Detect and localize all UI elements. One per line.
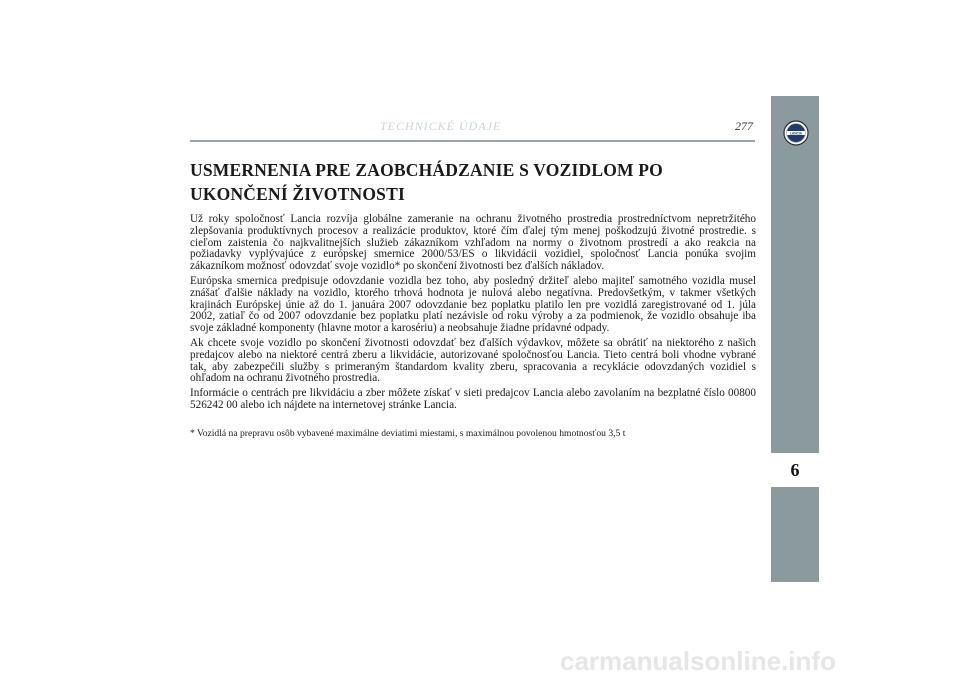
- running-header-title: TECHNICKÉ ÚDAJE: [380, 119, 502, 133]
- chapter-side-tab: [771, 96, 819, 582]
- body-paragraph: Európska smernica predpisuje odovzdanie vozidla bez toho, aby posledný držiteľ alebo majiteľ samotného vozidla musel znášať ďalšie náklady na vozidlo, ktorého trhová hodnota je nulová alebo negatívna. Predovšetkým, v takmer všetkých krajinách Európskej únie až do 1. januára 2007 odovzdanie bez poplatku platilo len pre vozidlá zaregistrované od 1. júla 2002, zatiaľ čo od 2007 odovzdanie bez poplatku platí nezávisle od roku výroby a za podmienok, že vozidlo obsahuje iba svoje základné komponenty (hlavne motor a karosériu) a neobsahuje žiadne prídavné odpady.: [190, 274, 756, 335]
- main-content: [190, 158, 756, 440]
- chapter-number-tab[interactable]: 6: [771, 452, 819, 487]
- body-paragraph: Informácie o centrách pre likvidáciu a zber môžete získať v sieti predajcov Lancia alebo zavolaním na bezplatné číslo 00800 526242 00 alebo ich nájdete na internetovej stránke Lancia.: [190, 387, 756, 411]
- header-rule: [190, 140, 755, 142]
- footnote: * Vozidlá na prepravu osôb vybavené maximálne deviatimi miestami, s maximálnou povolenou hmotnosťou 3,5 t: [190, 427, 626, 439]
- page-number: 277: [735, 119, 753, 133]
- lancia-logo-icon: [783, 120, 809, 146]
- body-paragraph: Už roky spoločnosť Lancia rozvíja globálne zameranie na ochranu životného prostredia prostredníctvom nepretržitého zlepšovania produktívnych procesov a realizácie produktov, ktoré čím ďalej tým menej poškodzujú životné prostredie. s cieľom zaistenia čo najkvalitnejších služieb zákazníkom vzhľadom na normy o životnom prostredí a ako reakcia na požiadavky vyplývajúce z európskej smernice 2000/53/ES o likvidácii vozidiel, spoločnosť Lancia ponúka svojim zákazníkom možnosť odovzdať svoje vozidlo* po skončení životnosti bez ďalších nákladov.: [190, 213, 756, 273]
- logo-text: LANCIA: [789, 131, 803, 136]
- watermark: carmanualsonline.info: [560, 646, 836, 676]
- body-paragraph: Ak chcete svoje vozidlo po skončení životnosti odovzdať bez ďalších výdavkov, môžete sa obrátiť na niektorého z našich predajcov alebo na niektoré centrá zberu a likvidácie, autorizované spoločnosťou Lancia. Tieto centrá boli vhodne vybrané tak, aby zabezpečili služby s primeraným štandardom kvality zberu, spracovania a recyklácie odovzdaných vozidiel s ohľadom na ochranu životného prostredia.: [190, 336, 756, 385]
- page-title: USMERNENIA PRE ZAOBCHÁDZANIE S VOZIDLOM PO UKONČENÍ ŽIVOTNOSTI: [190, 160, 663, 204]
